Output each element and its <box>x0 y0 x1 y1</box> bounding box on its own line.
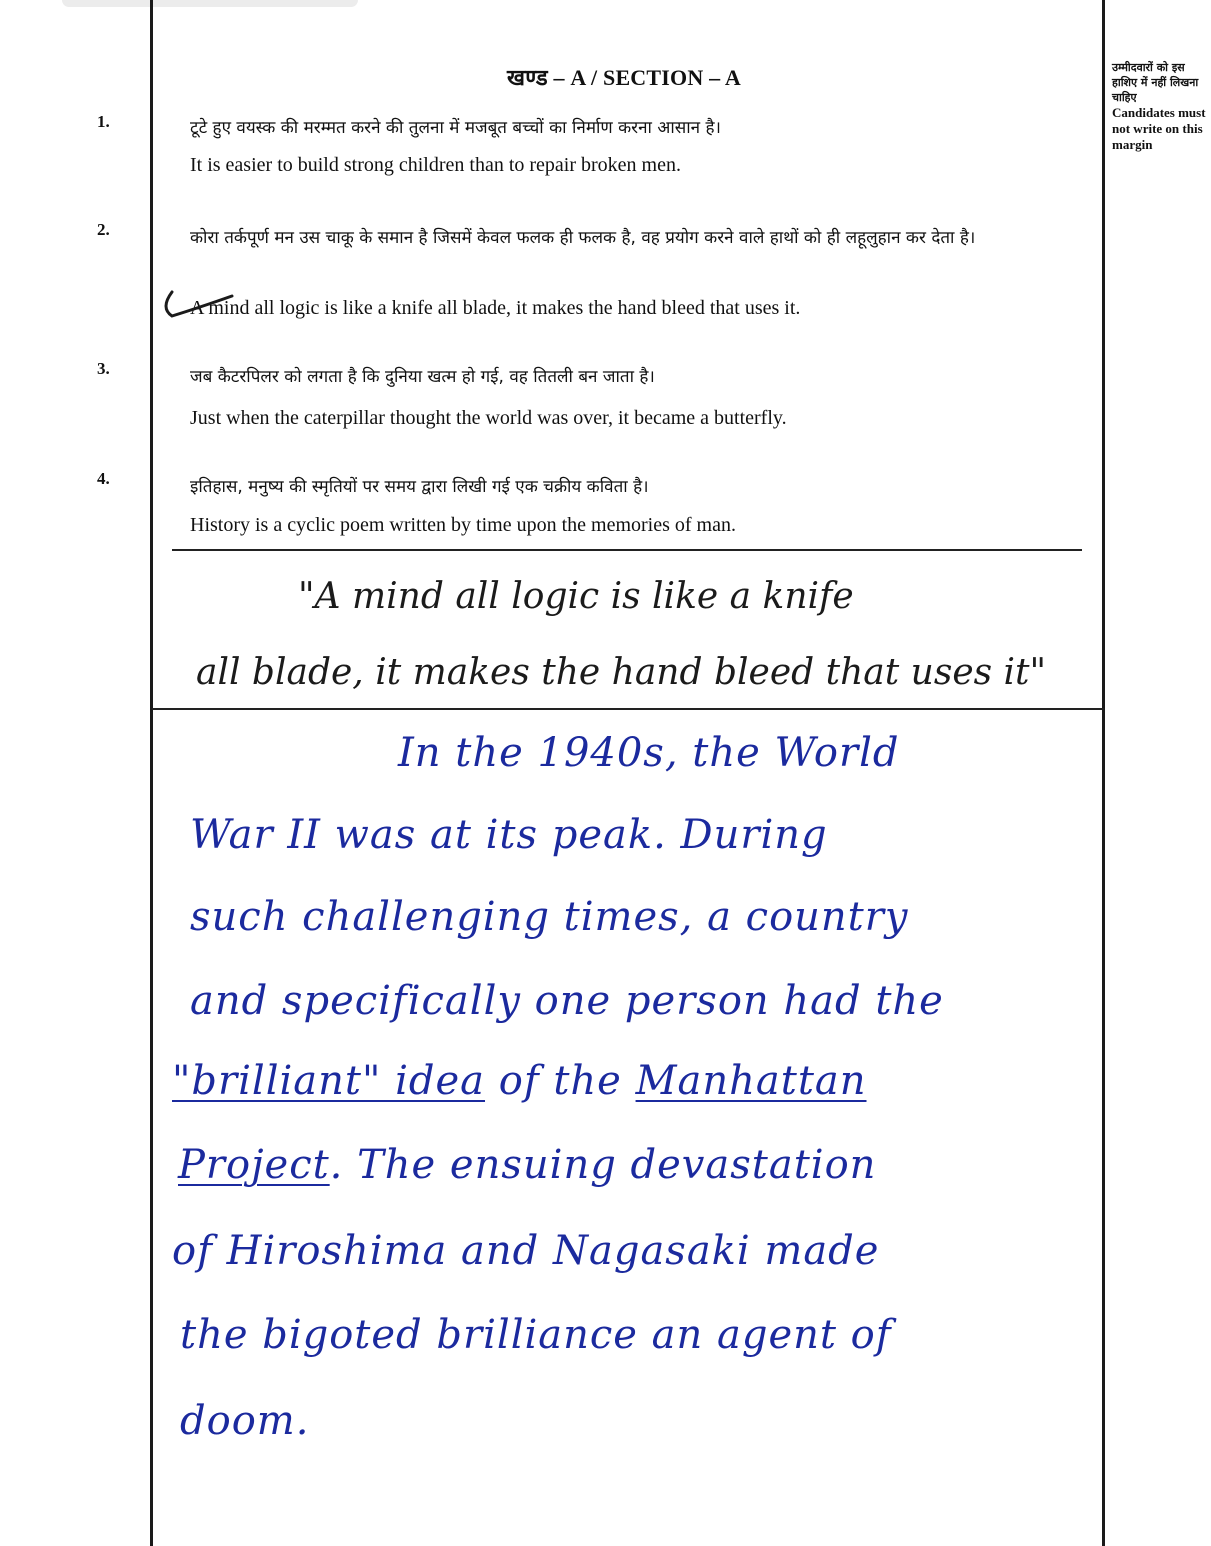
question-number: 3. <box>97 359 110 378</box>
question-hindi: कोरा तर्कपूर्ण मन उस चाकू के समान है जिसमें केवल फलक ही फलक है, वह प्रयोग करने वाले हाथों को ही लहूलुहान कर देता है। <box>190 228 976 248</box>
question-english: Just when the caterpillar thought the world was over, it became a butterfly. <box>190 407 787 429</box>
handwritten-answer-line: Project. The ensuing devastation <box>178 1142 877 1188</box>
handwritten-answer-line: "brilliant" idea of the Manhattan <box>172 1058 867 1104</box>
handwritten-answer-line: War II was at its peak. During <box>190 812 828 858</box>
question-number: 1. <box>97 112 110 131</box>
handwritten-answer-line: the bigoted brilliance an agent of <box>180 1312 892 1358</box>
underlined-phrase: Project <box>178 1142 330 1188</box>
handwritten-quote-line: all blade, it makes the hand bleed that uses it" <box>196 652 1047 693</box>
handwritten-answer-line: In the 1940s, the World <box>398 730 900 776</box>
top-tab-hint <box>62 0 358 7</box>
section-title: खण्ड – A / SECTION – A <box>507 65 741 90</box>
margin-note-english: Candidates must not write on this margin <box>1112 105 1206 152</box>
question-english: A mind all logic is like a knife all blade, it makes the hand bleed that uses it. <box>190 297 801 319</box>
handwritten-answer-line: and specifically one person had the <box>190 978 944 1024</box>
handwritten-answer-line: doom. <box>180 1398 310 1444</box>
question-hindi: टूटे हुए वयस्क की मरम्मत करने की तुलना में मजबूत बच्चों का निर्माण करना आसान है। <box>190 118 721 138</box>
right-margin-line <box>1102 0 1105 1546</box>
left-margin-line <box>150 0 153 1546</box>
question-number: 2. <box>97 220 110 239</box>
question-number: 4. <box>97 469 110 488</box>
underlined-phrase: Manhattan <box>635 1058 867 1104</box>
margin-note <box>1112 60 1208 153</box>
underlined-phrase: "brilliant" idea <box>172 1058 486 1104</box>
question-english: It is easier to build strong children than to repair broken men. <box>190 154 681 176</box>
question-english: History is a cyclic poem written by time upon the memories of man. <box>190 514 736 536</box>
pen-tick-mark <box>158 286 238 322</box>
question-hindi: इतिहास, मनुष्य की स्मृतियों पर समय द्वारा लिखी गई एक चक्रीय कविता है। <box>190 477 649 497</box>
title-divider <box>152 708 1104 710</box>
question-hindi: जब कैटरपिलर को लगता है कि दुनिया खत्म हो गई, वह तितली बन जाता है। <box>190 367 655 387</box>
margin-note-hindi: उम्मीदवारों को इस हाशिए में नहीं लिखना चाहिए <box>1112 61 1199 104</box>
handwritten-quote-line: "A mind all logic is like a knife <box>298 576 854 617</box>
handwritten-answer-line: of Hiroshima and Nagasaki made <box>172 1228 880 1274</box>
section-divider <box>172 549 1082 551</box>
handwritten-answer-line: such challenging times, a country <box>190 894 909 940</box>
